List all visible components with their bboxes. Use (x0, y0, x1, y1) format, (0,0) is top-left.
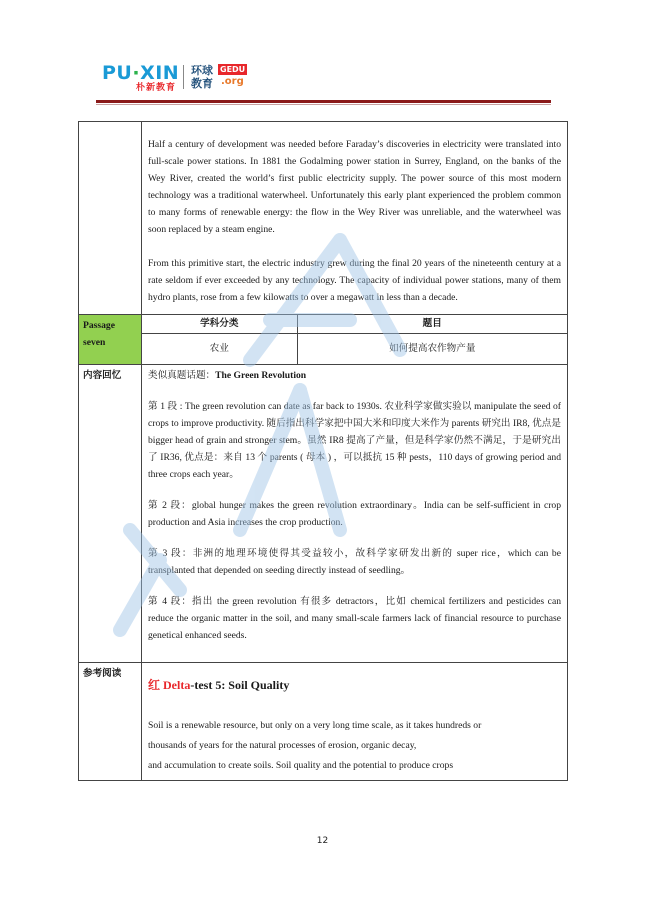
topic-header: 题目 (297, 315, 567, 333)
puxin-logo-subtitle: 朴新教育 (136, 83, 177, 93)
recall-topic: 类似真题话题：The Green Revolution (148, 369, 307, 381)
page-header (96, 58, 556, 102)
passage-six-label-cell (79, 122, 142, 315)
subject-category-value: 农业 (142, 333, 297, 364)
recall-paragraph: 第 4 段：指出 the green revolution 有很多 detractors，比如 chemical fertilizers and pesticides can reduce the organic matter in the soil, and many small-scale farmers lack of financial resource to purchase genetical enhanced seeds. (148, 595, 561, 641)
puxin-logo: PU·XIN (102, 62, 180, 84)
passage-paragraph: From this primitive start, the electric industry grew during the final 20 years of the nineteenth century at a rate seldom if ever exceeded by any technology. The capacity of individual power stations, many of them hydro plants, rose from a few kilowatts to over a megawatt in less than a decade. (148, 258, 561, 303)
passage-six-row (79, 122, 568, 315)
gedu-org-text: .org (221, 76, 244, 87)
header-rule (96, 100, 551, 103)
recall-paragraph: 第 1 段 : The green revolution can date as far back to 1930s. 农业科学家做实验以 manipulate the seed of crops to improve productivity. 随后指出科学家把中国大米和印度大米作为 parents 研究出 IR8, 优点是 bigger head of grain and stronger stem。虽然 IR8 提高了产量，但是科学家仍然不满足，于是研究出了 IR36, 优点是：来自 13 个 parents ( 母本 ) ，可以抵抗 15 种 pests，110 days of growing period and three crops each year。 (148, 400, 561, 480)
subject-category-header: 学科分类 (142, 315, 297, 333)
reference-line: thousands of years for the natural processes of erosion, organic decay, (148, 739, 417, 751)
logo-divider (183, 65, 184, 89)
classification-table (142, 315, 567, 364)
passage-six-text (142, 122, 568, 315)
reference-line: and accumulation to create soils. Soil quality and the potential to produce crops (148, 759, 454, 771)
recall-row (79, 364, 568, 662)
gedu-logo-text: 环球 教育 (191, 64, 213, 90)
reference-row (79, 662, 568, 780)
reference-line: Soil is a renewable resource, but only on a very long time scale, as it takes hundreds or (148, 719, 482, 731)
reference-title: 红 Delta-test 5: Soil Quality (148, 677, 290, 692)
recall-paragraph: 第 3 段：非洲的地理环境使得其受益较小，故科学家研发出新的 super rice，which can be transplanted that depended on seeding directly instead of seedling。 (148, 547, 561, 576)
gedu-badge: GEDU (220, 65, 246, 74)
recall-label: 内容回忆 (79, 364, 142, 662)
content-table (78, 121, 568, 781)
passage-seven-label: Passage seven (79, 315, 142, 365)
reference-content (142, 662, 568, 780)
reference-label: 参考阅读 (79, 662, 142, 780)
passage-seven-row (79, 315, 568, 365)
passage-paragraph: Half a century of development was needed before Faraday’s discoveries in electricity were translated into full-scale power stations. In 1881 the Godalming power station in Surrey, England, on the banks of the Wey River, created the world’s first public electricity supply. The power source of this most modern technology was a traditional waterwheel. Unfortunately this early plant experienced the problem common to many forms of renewable energy: the flow in the Wey River was unreliable, and the waterwheel was soon replaced by a steam engine. (148, 139, 561, 235)
header-rule-thin (96, 104, 551, 105)
recall-paragraph: 第 2 段：global hunger makes the green revolution extraordinary。India can be self-sufficient in crop production and Asia increases the crop production. (148, 499, 561, 528)
topic-value: 如何提高农作物产量 (297, 333, 567, 364)
page-number: 12 (316, 836, 329, 846)
recall-content (142, 364, 568, 662)
